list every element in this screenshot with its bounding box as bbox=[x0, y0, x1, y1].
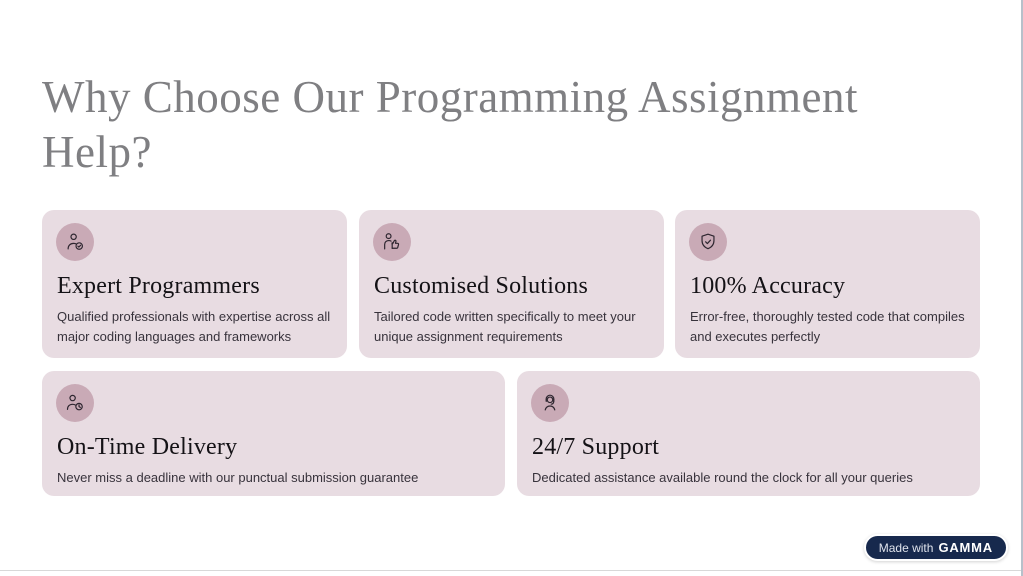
card-expert-programmers[interactable] bbox=[42, 210, 347, 358]
card-icon-circle bbox=[531, 384, 569, 422]
card-title: Expert Programmers bbox=[57, 273, 260, 299]
card-title: On-Time Delivery bbox=[57, 434, 238, 460]
card-description: Never miss a deadline with our punctual submission guarantee bbox=[57, 470, 419, 485]
shield-check-icon bbox=[697, 231, 719, 253]
page-title-text: Why Choose Our Programming Assignment Help? bbox=[42, 72, 858, 177]
card-title: 100% Accuracy bbox=[690, 273, 846, 299]
user-thumbs-up-icon bbox=[381, 231, 403, 253]
card-on-time-delivery[interactable] bbox=[42, 371, 505, 496]
badge-prefix-text: Made with bbox=[878, 540, 934, 555]
slide-bottom-edge bbox=[0, 570, 1021, 571]
made-with-gamma-badge[interactable] bbox=[864, 534, 1008, 561]
card-icon-circle bbox=[373, 223, 411, 261]
card-description: Dedicated assistance available round the clock for all your queries bbox=[532, 470, 913, 485]
card-description: Qualified professionals with expertise across all major coding languages and frameworks bbox=[57, 309, 331, 344]
headset-icon bbox=[539, 392, 561, 414]
gamma-logo-wordmark: GAMMA bbox=[938, 540, 993, 555]
card-icon-circle bbox=[56, 384, 94, 422]
card-24-7-support[interactable] bbox=[517, 371, 980, 496]
card-icon-circle bbox=[56, 223, 94, 261]
card-title: Customised Solutions bbox=[374, 273, 589, 299]
card-icon-circle bbox=[689, 223, 727, 261]
page-title[interactable] bbox=[42, 70, 922, 180]
user-check-icon bbox=[64, 231, 86, 253]
card-100-accuracy[interactable] bbox=[675, 210, 980, 358]
card-description: Error-free, thoroughly tested code that compiles and executes perfectly bbox=[690, 309, 965, 344]
card-title: 24/7 Support bbox=[532, 434, 660, 460]
card-customised-solutions[interactable] bbox=[359, 210, 664, 358]
user-clock-icon bbox=[64, 392, 86, 414]
card-description: Tailored code written specifically to meet your unique assignment requirements bbox=[374, 309, 636, 344]
